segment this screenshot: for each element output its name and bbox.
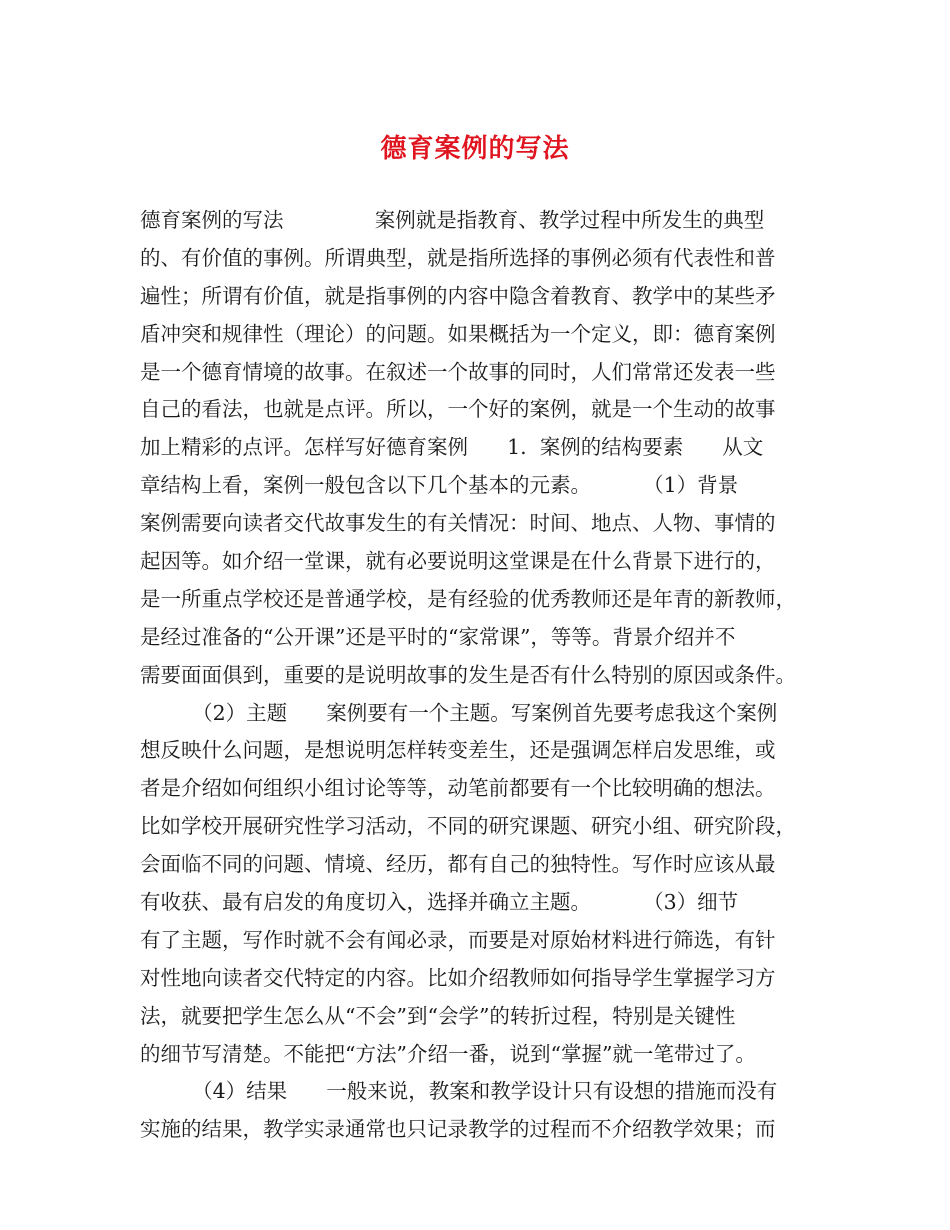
body-line: 案例需要向读者交代故事发生的有关情况：时间、地点、人物、事情的 [140,511,776,536]
body-line: 是一个德育情境的故事。在叙述一个故事的同时，人们常常还发表一些 [140,359,776,384]
body-line: 起因等。如介绍一堂课，就有必要说明这堂课是在什么背景下进行的， [140,549,776,574]
body-line: 比如学校开展研究性学习活动，不同的研究课题、研究小组、研究阶段， [140,814,796,839]
body-line: 想反映什么问题，是想说明怎样转变差生，还是强调怎样启发思维，或 [140,738,776,763]
body-line: 是一所重点学校还是普通学校，是有经验的优秀教师还是年青的新教师， [140,586,796,611]
body-line: （4）结果 一般来说，教案和教学设计只有设想的措施而没有 [140,1079,778,1104]
body-line: 者是介绍如何组织小组讨论等等，动笔前都要有一个比较明确的想法。 [140,776,776,801]
body-line: 德育案例的写法 案例就是指教育、教学过程中所发生的典型 [140,208,765,232]
body-line: 的细节写清楚。不能把“方法”介绍一番，说到“掌握”就一笔带过了。 [140,1041,756,1066]
document-body [140,202,820,1149]
body-line: 加上精彩的点评。怎样写好德育案例 1. 案例的结构要素 从文 [140,435,764,460]
body-line: 法，就要把学生怎么从“不会”到“会学”的转折过程，特别是关键性 [140,1003,736,1028]
document-title: 德育案例的写法 [380,134,570,164]
body-line: 会面临不同的问题、情境、经历，都有自己的独特性。写作时应该从最 [140,852,776,877]
body-line: 对性地向读者交代特定的内容。比如介绍教师如何指导学生掌握学习方 [140,965,776,990]
body-line: 盾冲突和规律性（理论）的问题。如果概括为一个定义，即：德育案例 [140,321,776,346]
body-line: 实施的结果，教学实录通常也只记录教学的过程而不介绍教学效果；而 [140,1117,776,1142]
body-line: 遍性；所谓有价值，就是指事例的内容中隐含着教育、教学中的某些矛 [140,283,776,308]
body-line: 自己的看法，也就是点评。所以，一个好的案例，就是一个生动的故事 [140,397,776,422]
body-line: 有了主题，写作时就不会有闻必录，而要是对原始材料进行筛选，有针 [140,927,776,952]
body-line: 的、有价值的事例。所谓典型，就是指所选择的事例必须有代表性和普 [140,245,776,270]
body-line: 需要面面俱到，重要的是说明故事的发生是否有什么特别的原因或条件。 [140,662,796,687]
body-line: （2）主题 案例要有一个主题。写案例首先要考虑我这个案例 [140,700,778,725]
body-line: 有收获、最有启发的角度切入，选择并确立主题。 （3）细节 [140,890,739,915]
body-line: 章结构上看，案例一般包含以下几个基本的元素。 （1）背景 [140,473,739,498]
body-line: 是经过准备的“公开课”还是平时的“家常课”，等等。背景介绍并不 [140,624,736,649]
